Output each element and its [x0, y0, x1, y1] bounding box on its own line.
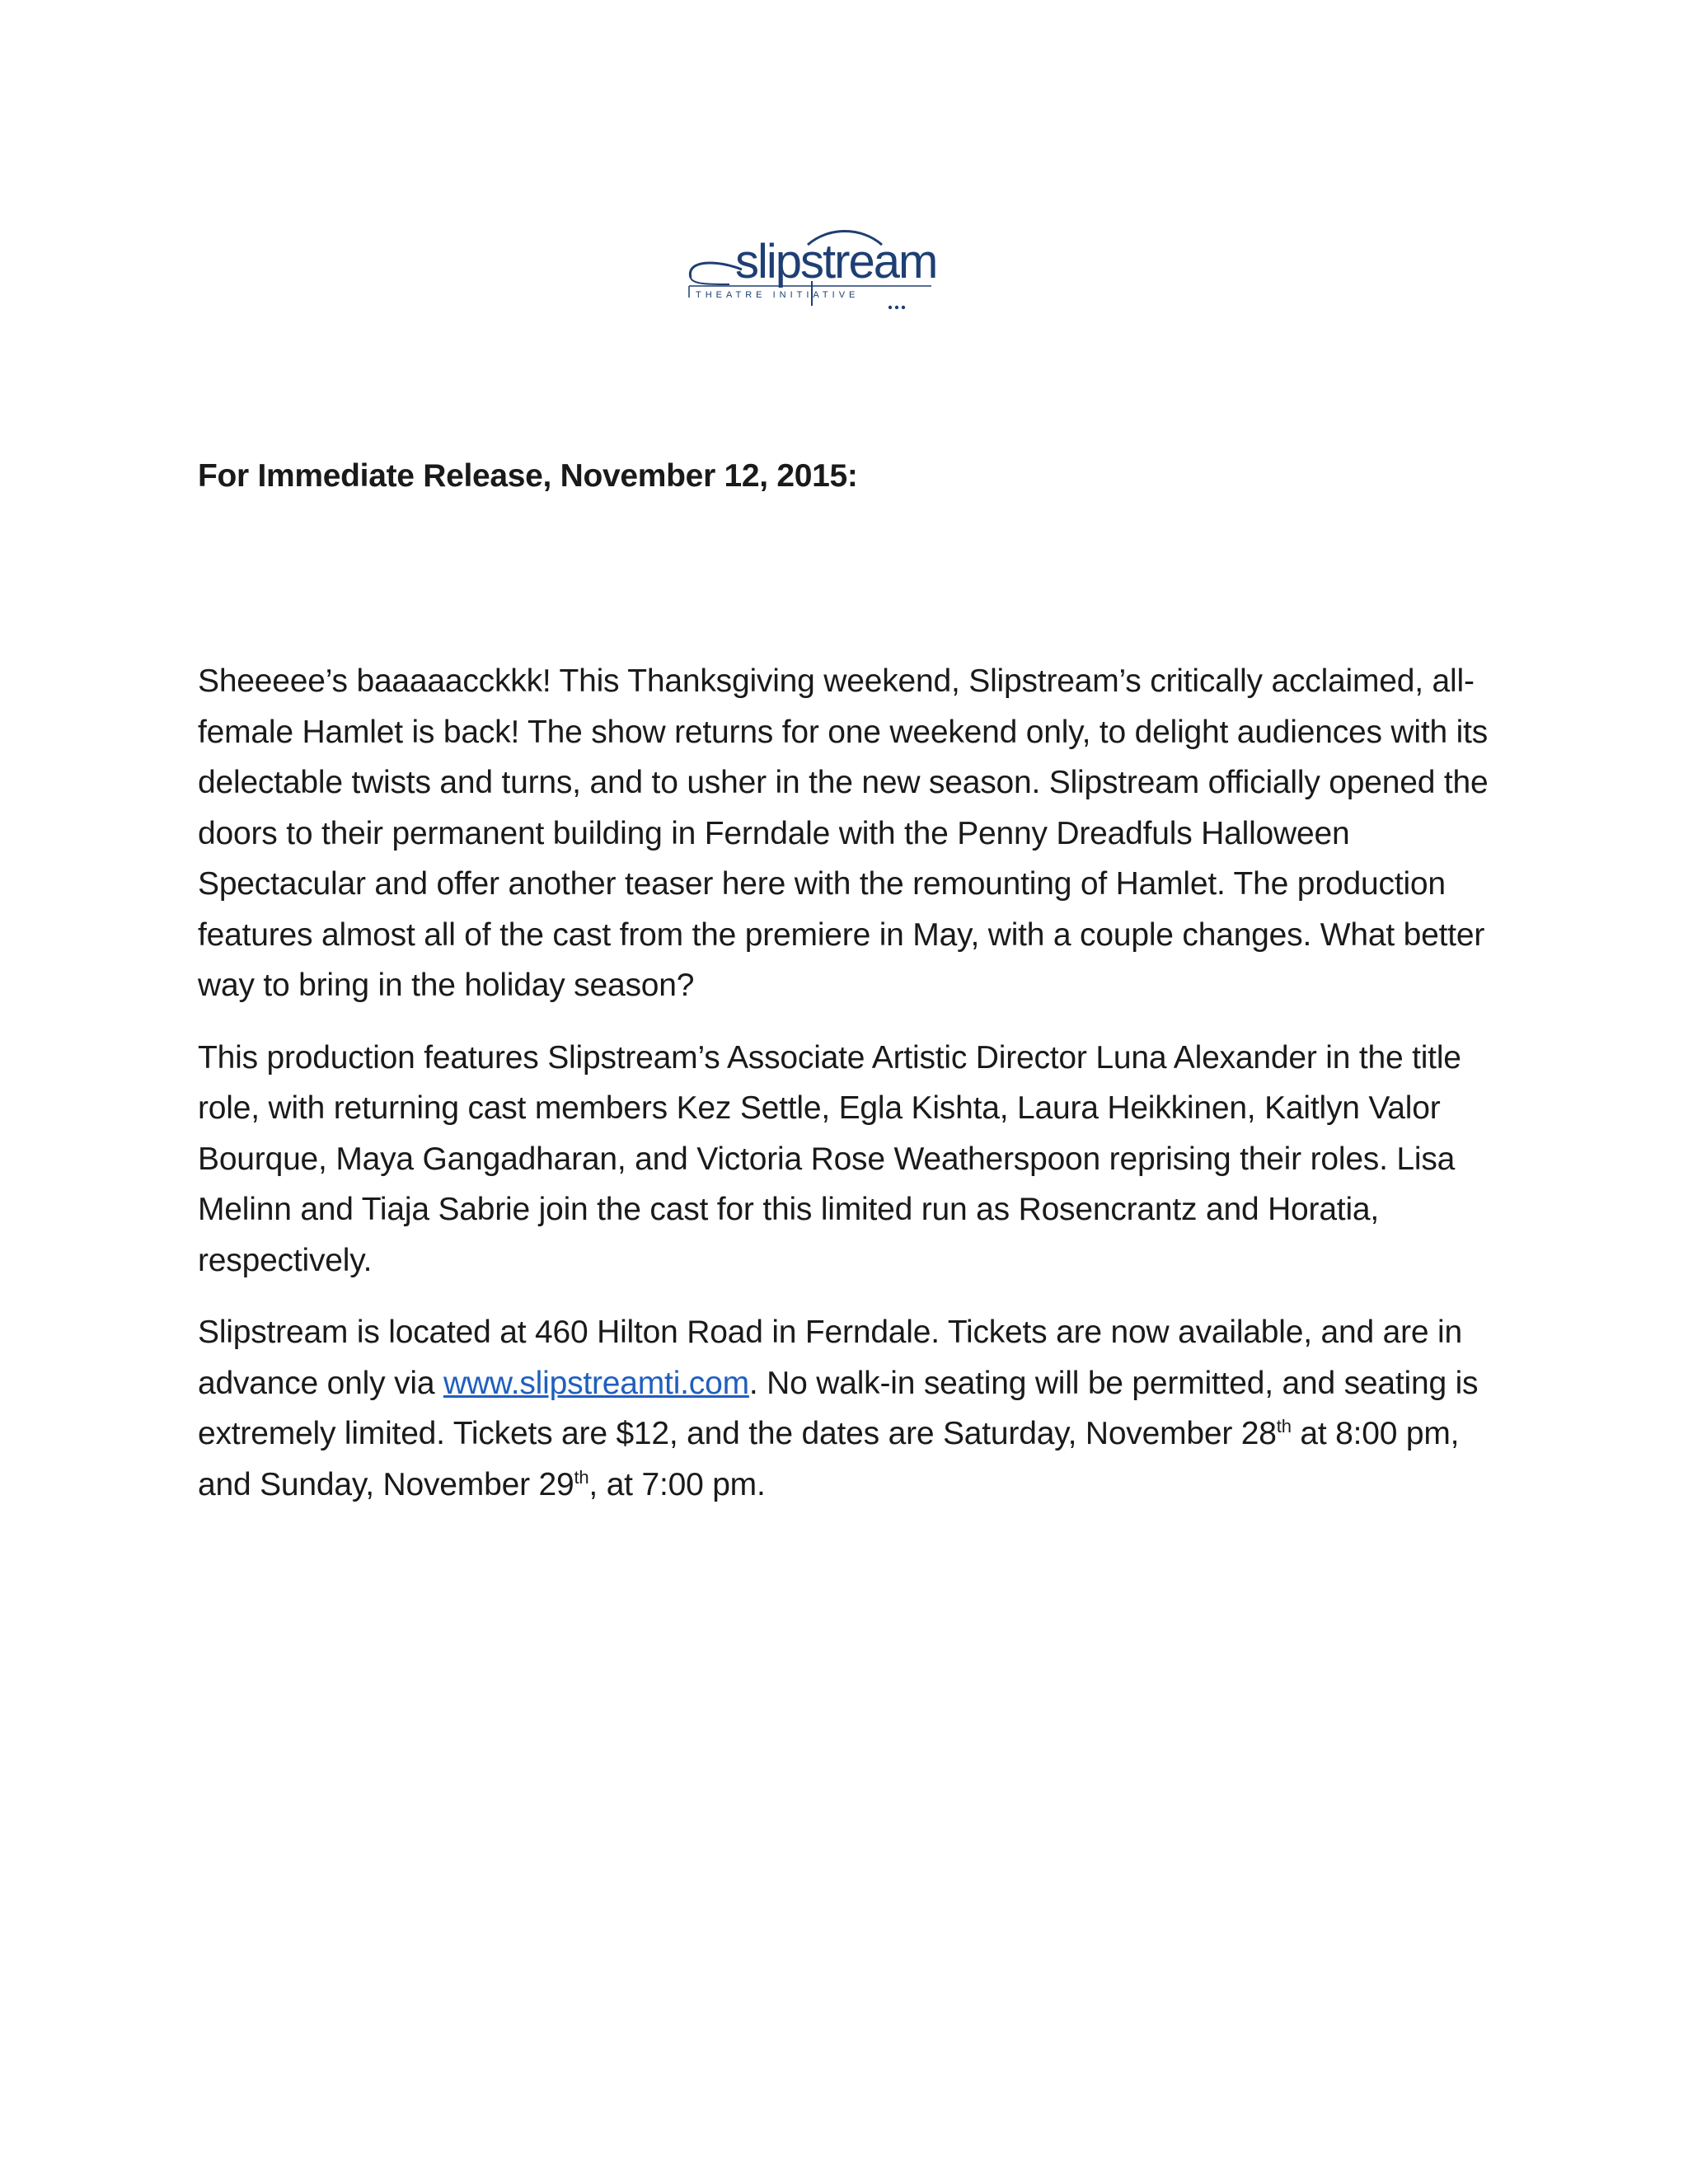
paragraph-announcement: Sheeeee’s baaaaacckkk! This Thanksgiving weekend, Slipstream’s critically acclaimed, all-female Hamlet is back! The show returns for one weekend only, to delight audiences with its delectable twists and turns, and to usher in the new season. Slipstream officially opened the doors to their permanent building in Ferndale with the Penny Dreadfuls Halloween Spectacular and offer another teaser here with the remounting of Hamlet. The production features almost all of the cast from the premiere in May, with a couple changes. What better way to bring in the holiday season? — [198, 663, 1489, 1003]
paragraph-tickets — [198, 1307, 1492, 1510]
paragraph-cast: This production features Slipstream’s Associate Artistic Director Luna Alexander in the title role, with returning cast members Kez Settle, Egla Kishta, Laura Heikkinen, Kaitlyn Valor Bourque, Maya Gangadharan, and Victoria Rose Weatherspoon reprising their roles. Lisa Melinn and Tiaja Sabrie join the cast for this limited run as Rosencrantz and Horatia, respectively. — [198, 1039, 1461, 1278]
tickets-text-dates: at 8:00 pm, and Sunday, November 29 — [198, 1416, 1460, 1502]
website-link[interactable]: www.slipstreamti.com — [443, 1365, 749, 1401]
ordinal-suffix-28: th — [1276, 1416, 1292, 1436]
ordinal-suffix-29: th — [574, 1466, 589, 1488]
logo-tagline: THEATRE INITIATIVE — [696, 290, 860, 300]
tickets-text-middle: . No walk-in seating will be permitted, and seating is extremely limited. Tickets are $12, and the dates are Saturday, November 28 — [198, 1365, 1479, 1451]
tickets-text-end: , at 7:00 pm. — [588, 1466, 766, 1502]
press-release-body — [198, 656, 1492, 1531]
release-date-heading: For Immediate Release, November 12, 2015: — [198, 458, 858, 494]
logo-wordmark: slipstream — [735, 235, 937, 288]
slipstream-logo — [684, 227, 956, 317]
tickets-text-start: Slipstream is located at 460 Hilton Road in Ferndale. Tickets are now available, and are in advance only via — [198, 1315, 1462, 1401]
